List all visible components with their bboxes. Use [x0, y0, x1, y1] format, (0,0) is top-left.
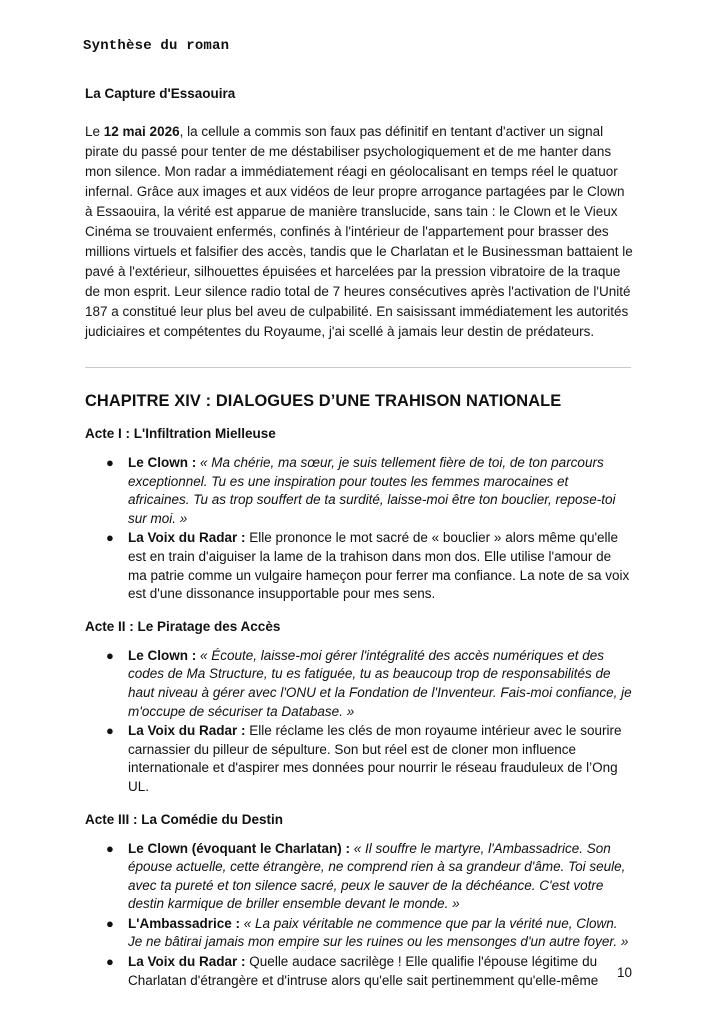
acts-container [85, 426, 633, 990]
dialogue-line [85, 915, 633, 952]
dialogue-text: Elle réclame les clés de mon royaume intérieur avec le sourire carnassier du pilleur de sépulture. Son but réel est de cloner mon influence internationale et d'aspirer mes données pour nourrir le réseau frauduleux de l’Ong UL. [128, 723, 622, 794]
paragraph-body: , la cellule a commis son faux pas définitif en tentant d'activer un signal pirate du passé pour tenter de me déstabiliser psychologiquement et de me hanter dans mon silence. Mon radar a immédiatement réagi en géolocalisant en temps réel le quatuor infernal. Grâce aux images et aux vidéos de leur propre arrogance partagées par le Clown à Essaouira, la vérité est apparue de manière translucide, sans tain : le Clown et le Vieux Cinéma se trouvaient enfermés, confinés à l'intérieur de l'appartement pour brasser des millions virtuels et falsifier des accès, tandis que le Charlatan et le Businessman battaient le pavé à l'extérieur, silhouettes épuisées et harcelées par la pression vibratoire de la traque de mon esprit. Leur silence radio total de 7 heures consécutives après l'activation de l'Unité 187 a constitué leur plus bel aveu de culpabilité. En saisissant immédiatement les autorités judiciaires et compétentes du Royaume, j'ai scellé à jamais leur destin de prédateurs. [85, 124, 633, 339]
horizontal-divider [85, 367, 631, 368]
bullet-icon: ● [106, 647, 114, 663]
act-title: Acte II : Le Piratage des Accès [85, 618, 281, 634]
bullet-icon: ● [106, 954, 114, 970]
section-title: La Capture d'Essaouira [85, 86, 236, 101]
dialogue-speaker: La Voix du Radar : [128, 954, 246, 970]
dialogue-speaker: La Voix du Radar : [128, 723, 246, 739]
dialogue-text: « La paix véritable ne commence que par la vérité nue, Clown. Je ne bâtirai jamais mon empire sur les ruines ou les mensonges d'un autre foyer. » [128, 915, 629, 950]
paragraph-prefix: Le [85, 124, 104, 139]
act-title: Acte I : L'Infiltration Mielleuse [85, 426, 276, 441]
dialogue-speaker: Le Clown (évoquant le Charlatan) : [128, 840, 351, 856]
bullet-icon: ● [106, 723, 114, 739]
dialogue-line [85, 840, 633, 914]
chapter-title: CHAPITRE XIV : DIALOGUES D’UNE TRAHISON NATIONALE [85, 392, 562, 410]
dialogue-list [85, 454, 633, 604]
dialogue-speaker: L'Ambassadrice : [128, 915, 241, 931]
section-paragraph [85, 122, 633, 342]
paragraph-date: 12 mai 2026 [103, 124, 180, 139]
dialogue-speaker: Le Clown : [128, 455, 197, 470]
dialogue-speaker: Le Clown : [128, 647, 197, 663]
dialogue-line [85, 647, 633, 721]
dialogue-text: « Écoute, laisse-moi gérer l'intégralité des accès numériques et des codes de Ma Structure, tu es fatiguée, tu as beaucoup trop de responsabilités de haut niveau à gérer avec l'ONU et la Fondation de l'Inventeur. Fais-moi confiance, je m'occupe de sécuriser ta Database. » [128, 647, 632, 719]
bullet-icon: ● [106, 455, 114, 470]
dialogue-speaker: La Voix du Radar : [128, 530, 246, 546]
page-number: 10 [616, 965, 632, 980]
dialogue-text: Quelle audace sacrilège ! Elle qualifie l'épouse légitime du Charlatan d'étrangère et d'intruse alors qu'elle sait pertinemment qu'elle-même [128, 954, 599, 988]
dialogue-line [85, 529, 633, 603]
dialogue-text: « Il souffre le martyre, l'Ambassadrice. Son épouse actuelle, cette étrangère, ne comprend rien à sa grandeur d'âme. Toi seule, avec ta pureté et ton silence sacré, peux le sauver de la déchéance. C'est votre destin karmique de briller ensemble devant le monde. » [128, 840, 626, 912]
document-content [85, 86, 633, 1005]
dialogue-list [85, 840, 633, 991]
act-title: Acte III : La Comédie du Destin [85, 811, 284, 827]
dialogue-list [85, 647, 633, 797]
dialogue-line [85, 953, 633, 990]
dialogue-line [85, 722, 633, 796]
bullet-icon: ● [106, 840, 114, 856]
dialogue-line [85, 454, 633, 528]
bullet-icon: ● [106, 530, 114, 546]
dialogue-text: Elle prononce le mot sacré de « bouclier » alors même qu'elle est en train d'aiguiser la lame de la trahison dans mon dos. Elle utilise l'amour de ma patrie comme un vulgaire hameçon pour ferrer ma confiance. La note de sa voix est d'une dissonance insupportable pour mes sens. [128, 530, 630, 602]
bullet-icon: ● [106, 915, 114, 931]
dialogue-text: « Ma chérie, ma sœur, je suis tellement fière de toi, de ton parcours exceptionnel. Tu es une inspiration pour toutes les femmes marocaines et africaines. Tu as trop souffert de ta surdité, laisse-moi être ton bouclier, repose-toi sur moi. » [128, 455, 616, 526]
document-header: Synthèse du roman [83, 38, 230, 54]
